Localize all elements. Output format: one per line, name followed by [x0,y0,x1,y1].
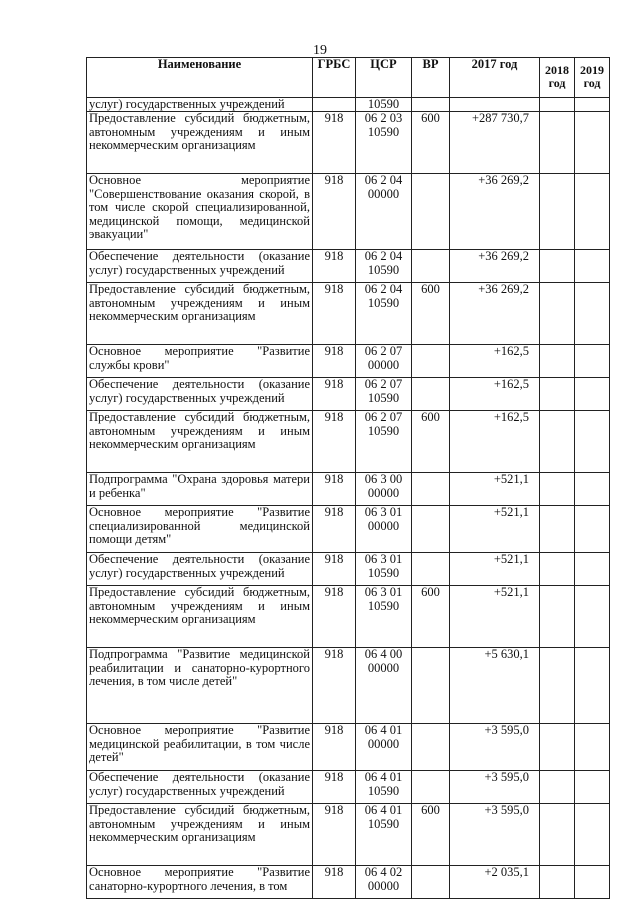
cell-grbs: 918 [313,345,356,378]
cell-y2017 [450,98,540,112]
cell-y2017: +2 035,1 [450,866,540,899]
cell-y2019 [575,98,610,112]
table-row [87,174,610,250]
cell-grbs: 918 [313,378,356,411]
cell-y2017: +521,1 [450,506,540,553]
table-row [87,724,610,771]
table-row [87,411,610,473]
cell-y2017: +162,5 [450,378,540,411]
cell-name: Предоставление субсидий бюджетным, автономным учреждениям и иным некоммерческим организациям [87,283,313,345]
cell-csr: 06 2 04 10590 [356,250,412,283]
header-vr: ВР [412,58,450,98]
header-name: Наименование [87,58,313,98]
page-number: 19 [313,43,327,58]
cell-y2019 [575,648,610,724]
cell-y2017: +162,5 [450,345,540,378]
cell-y2018 [540,411,575,473]
cell-y2018 [540,174,575,250]
cell-y2019 [575,804,610,866]
cell-y2018 [540,804,575,866]
cell-y2019 [575,174,610,250]
header-2018: 2018 год [540,58,575,98]
cell-vr: 600 [412,283,450,345]
table-row [87,506,610,553]
cell-grbs: 918 [313,112,356,174]
table-row [87,553,610,586]
cell-y2018 [540,112,575,174]
table-header-row [87,58,610,98]
cell-name: Основное мероприятие "Развитие санаторно-курортного лечения, в том [87,866,313,899]
cell-grbs: 918 [313,283,356,345]
cell-csr: 10590 [356,98,412,112]
cell-y2017: +162,5 [450,411,540,473]
cell-grbs: 918 [313,724,356,771]
cell-name: Основное мероприятие "Развитие специализированной медицинской помощи детям" [87,506,313,553]
cell-grbs: 918 [313,771,356,804]
table-row [87,804,610,866]
table-row [87,250,610,283]
cell-vr [412,345,450,378]
cell-y2017: +36 269,2 [450,283,540,345]
cell-vr [412,724,450,771]
cell-grbs: 918 [313,506,356,553]
cell-name: Обеспечение деятельности (оказание услуг) государственных учреждений [87,771,313,804]
cell-y2018 [540,98,575,112]
cell-y2017: +521,1 [450,586,540,648]
table-body [87,98,610,899]
table-row [87,771,610,804]
table-row [87,283,610,345]
cell-y2018 [540,473,575,506]
cell-csr: 06 4 01 10590 [356,804,412,866]
cell-y2019 [575,112,610,174]
cell-name: Обеспечение деятельности (оказание услуг) государственных учреждений [87,378,313,411]
cell-y2019 [575,553,610,586]
cell-csr: 06 2 07 10590 [356,378,412,411]
cell-y2018 [540,724,575,771]
cell-y2017: +3 595,0 [450,804,540,866]
cell-name: Предоставление субсидий бюджетным, автономным учреждениям и иным некоммерческим организациям [87,411,313,473]
cell-vr [412,771,450,804]
cell-vr: 600 [412,586,450,648]
cell-vr [412,553,450,586]
cell-y2018 [540,283,575,345]
cell-grbs: 918 [313,174,356,250]
cell-y2018 [540,506,575,553]
cell-csr: 06 4 01 10590 [356,771,412,804]
cell-y2019 [575,506,610,553]
cell-y2017: +521,1 [450,473,540,506]
cell-name: Подпрограмма "Охрана здоровья матери и ребенка" [87,473,313,506]
cell-y2019 [575,586,610,648]
cell-grbs: 918 [313,411,356,473]
cell-y2017: +36 269,2 [450,174,540,250]
cell-name: Основное мероприятие "Развитие медицинской реабилитации, в том числе детей" [87,724,313,771]
cell-grbs: 918 [313,866,356,899]
cell-y2017: +521,1 [450,553,540,586]
cell-grbs: 918 [313,250,356,283]
cell-vr: 600 [412,804,450,866]
cell-vr [412,174,450,250]
cell-csr: 06 2 04 00000 [356,174,412,250]
cell-name: Подпрограмма "Развитие медицинской реабилитации и санаторно-курортного лечения, в том числе детей" [87,648,313,724]
table-row [87,112,610,174]
header-2019: 2019 год [575,58,610,98]
cell-grbs: 918 [313,553,356,586]
cell-name: Предоставление субсидий бюджетным, автономным учреждениям и иным некоммерческим организациям [87,112,313,174]
cell-name: Предоставление субсидий бюджетным, автономным учреждениям и иным некоммерческим организациям [87,586,313,648]
cell-csr: 06 2 07 10590 [356,411,412,473]
cell-csr: 06 3 01 10590 [356,553,412,586]
cell-y2018 [540,771,575,804]
cell-vr [412,473,450,506]
cell-y2019 [575,771,610,804]
table-row [87,98,610,112]
cell-csr: 06 3 01 10590 [356,586,412,648]
cell-y2019 [575,473,610,506]
cell-y2017: +3 595,0 [450,724,540,771]
cell-y2018 [540,553,575,586]
cell-y2019 [575,724,610,771]
cell-vr [412,506,450,553]
cell-csr: 06 4 02 00000 [356,866,412,899]
cell-y2019 [575,283,610,345]
cell-y2019 [575,250,610,283]
cell-csr: 06 2 03 10590 [356,112,412,174]
cell-vr: 600 [412,411,450,473]
cell-name: услуг) государственных учреждений [87,98,313,112]
cell-name: Обеспечение деятельности (оказание услуг) государственных учреждений [87,553,313,586]
cell-name: Обеспечение деятельности (оказание услуг) государственных учреждений [87,250,313,283]
cell-name: Предоставление субсидий бюджетным, автономным учреждениям и иным некоммерческим организациям [87,804,313,866]
table-row [87,866,610,899]
header-grbs: ГРБС [313,58,356,98]
cell-y2018 [540,586,575,648]
cell-y2018 [540,250,575,283]
cell-name: Основное мероприятие "Развитие службы крови" [87,345,313,378]
cell-vr [412,250,450,283]
cell-y2018 [540,648,575,724]
cell-csr: 06 3 00 00000 [356,473,412,506]
cell-y2017: +5 630,1 [450,648,540,724]
cell-y2017: +3 595,0 [450,771,540,804]
table-row [87,648,610,724]
cell-csr: 06 3 01 00000 [356,506,412,553]
cell-grbs [313,98,356,112]
cell-csr: 06 4 01 00000 [356,724,412,771]
table-row [87,345,610,378]
cell-vr [412,866,450,899]
cell-y2018 [540,345,575,378]
header-csr: ЦСР [356,58,412,98]
cell-y2019 [575,411,610,473]
table-row [87,378,610,411]
table-row [87,586,610,648]
cell-y2018 [540,866,575,899]
cell-y2019 [575,866,610,899]
budget-table [86,57,610,899]
cell-csr: 06 2 04 10590 [356,283,412,345]
cell-vr [412,648,450,724]
cell-grbs: 918 [313,473,356,506]
table-row [87,473,610,506]
cell-y2019 [575,378,610,411]
header-2017: 2017 год [450,58,540,98]
cell-vr: 600 [412,112,450,174]
cell-y2019 [575,345,610,378]
cell-grbs: 918 [313,648,356,724]
cell-y2017: +36 269,2 [450,250,540,283]
cell-grbs: 918 [313,804,356,866]
cell-y2017: +287 730,7 [450,112,540,174]
cell-y2018 [540,378,575,411]
cell-grbs: 918 [313,586,356,648]
cell-name: Основное мероприятие "Совершенствование оказания скорой, в том числе скорой специализированной, медицинской помощи, медицинской эвакуации" [87,174,313,250]
cell-vr [412,378,450,411]
cell-csr: 06 4 00 00000 [356,648,412,724]
cell-csr: 06 2 07 00000 [356,345,412,378]
cell-vr [412,98,450,112]
